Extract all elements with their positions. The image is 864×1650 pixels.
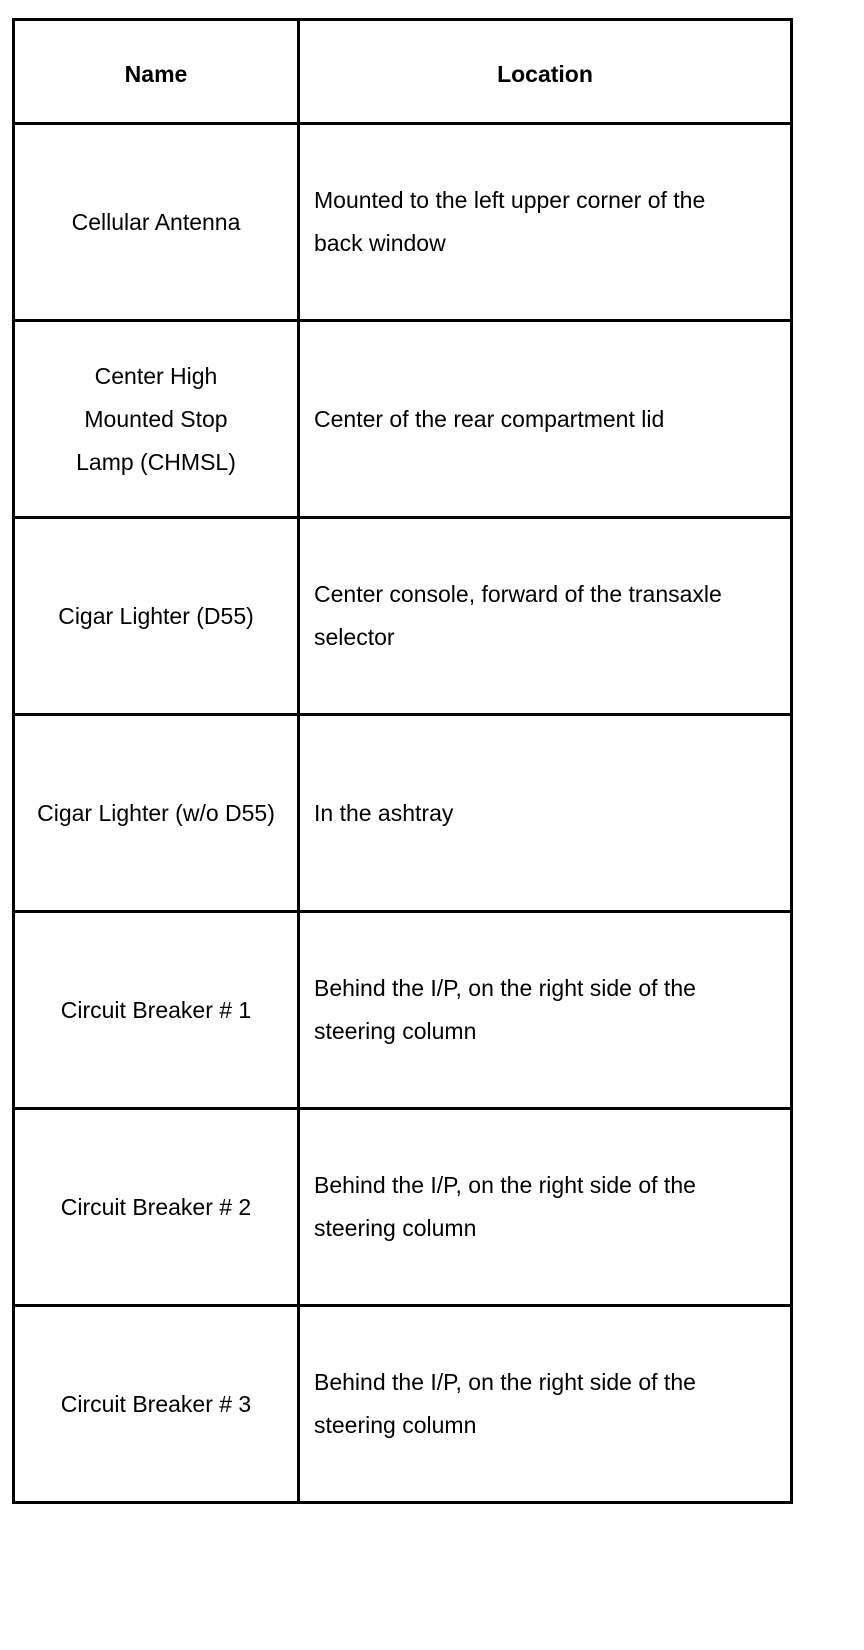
location-cell: Behind the I/P, on the right side of the steering column	[299, 912, 792, 1109]
table-row	[14, 518, 792, 715]
location-cell: Mounted to the left upper corner of the back window	[299, 124, 792, 321]
component-location-table-wrapper	[12, 18, 793, 1504]
name-cell: Cellular Antenna	[14, 124, 299, 321]
column-header-name: Name	[14, 20, 299, 124]
table-row	[14, 124, 792, 321]
table-row	[14, 715, 792, 912]
table-row	[14, 1306, 792, 1503]
location-cell: Behind the I/P, on the right side of the steering column	[299, 1109, 792, 1306]
location-cell: Behind the I/P, on the right side of the steering column	[299, 1306, 792, 1503]
name-cell: Center High Mounted Stop Lamp (CHMSL)	[14, 321, 299, 518]
location-cell: In the ashtray	[299, 715, 792, 912]
name-cell: Cigar Lighter (D55)	[14, 518, 299, 715]
column-header-location: Location	[299, 20, 792, 124]
table-row	[14, 321, 792, 518]
table-row	[14, 1109, 792, 1306]
name-cell: Cigar Lighter (w/o D55)	[14, 715, 299, 912]
table-row	[14, 912, 792, 1109]
table-header-row	[14, 20, 792, 124]
name-cell: Circuit Breaker # 2	[14, 1109, 299, 1306]
name-cell: Circuit Breaker # 1	[14, 912, 299, 1109]
name-cell: Circuit Breaker # 3	[14, 1306, 299, 1503]
location-cell: Center console, forward of the transaxle selector	[299, 518, 792, 715]
component-location-table	[12, 18, 793, 1504]
location-cell: Center of the rear compartment lid	[299, 321, 792, 518]
